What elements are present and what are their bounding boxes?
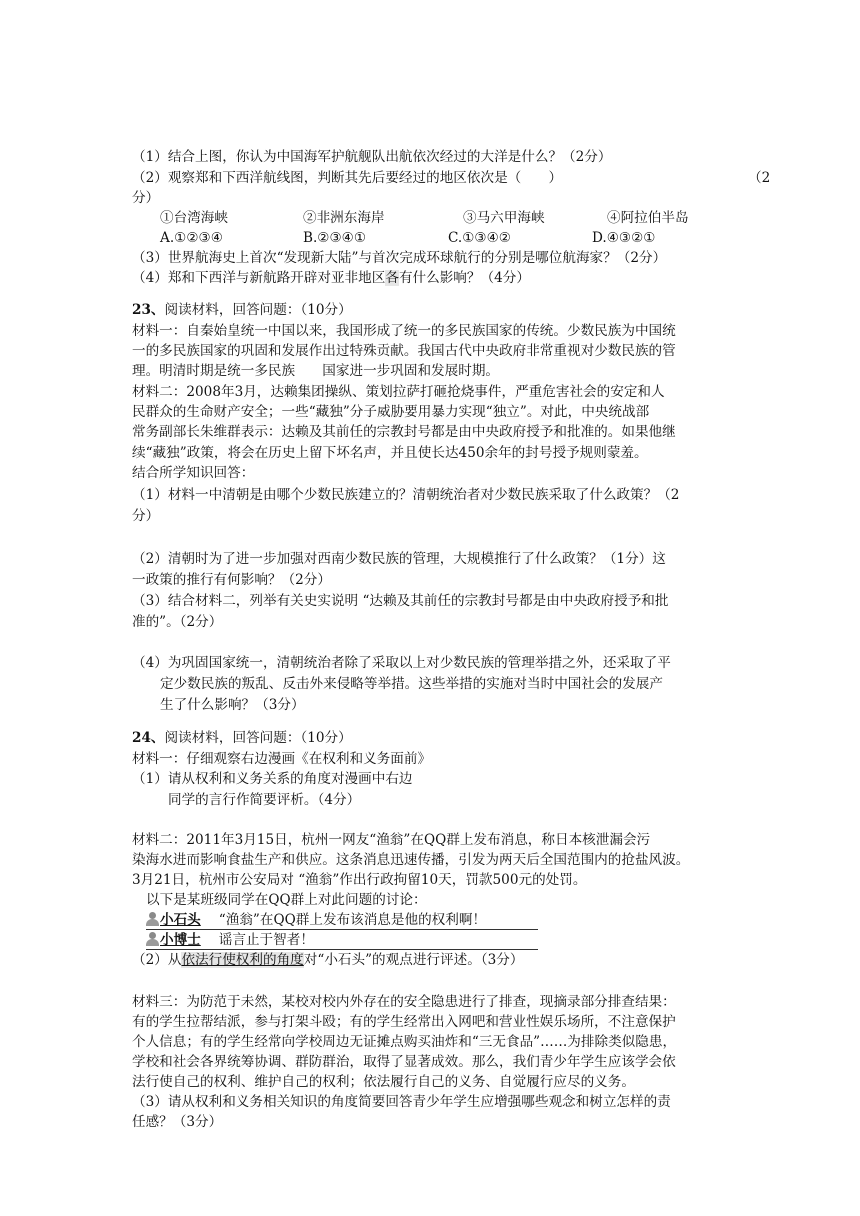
q24-item3-line1: （3）请从权利和义务相关知识的角度简要回答青少年学生应增强哪些观念和树立怎样的责 [132,1094,671,1110]
q22-option-d: D.④③②① [592,230,656,246]
chat-text: “渔翁”在QQ群上发布该消息是他的权利啊！ [218,912,487,928]
q22-place-4: ④阿拉伯半岛 [607,210,689,226]
q22-item2: （2）观察郑和下西洋航线图，判断其先后要经过的地区依次是（ ） [132,170,563,186]
q22-item1: （1）结合上图，你认为中国海军护航舰队出航依次经过的大洋是什么？（2分） [132,149,612,165]
user-avatar-icon [146,912,159,926]
q23-material2-line3: 常务副部长朱维群表示：达赖及其前任的宗教封号都是由中央政府授予和批准的。如果他继 [132,424,676,440]
q23-item4-line2: 定少数民族的叛乱、反击外来侵略等举措。这些举措的实施对当时中国社会的发展产 [160,676,663,692]
q23-material1-line2: 一的多民族国家的巩固和发展作出过特殊贡献。我国古代中央政府非常重视对少数民族的管 [132,343,676,359]
q23-item1-line1: （1）材料一中清朝是由哪个少数民族建立的？清朝统治者对少数民族采取了什么政策？（2 [132,487,680,503]
q23-item3-line1: （3）结合材料二，列举有关史实说明 “达赖及其前任的宗教封号都是由中央政府授予和批 [132,593,669,609]
q24-discussion-intro: 以下是某班级同学在QQ群上对此问题的讨论： [146,892,427,908]
chat-username: 小博士 [160,932,201,948]
q24-item2: （2）从依法行使权利的角度对“小石头”的观点进行评述。（3分） [132,952,524,968]
q23-item1-line2: 分） [132,508,160,524]
q24-material2-line1: 材料二：2011年3月15日，杭州一网友“渔翁”在QQ群上发布消息，称日本核泄漏会污 [132,832,651,848]
q22-option-c: C.①③④② [448,230,511,246]
q23-material1-line3: 理。明清时期是统一多民族 国家进一步巩固和发展时期。 [132,363,500,379]
q22-option-b: B.②③④① [303,230,367,246]
q23-item3-line2: 准的”。（2分） [132,614,223,630]
q23-material2-line4: 续“藏独”政策，将会在历史上留下坏名声，并且使长达450余年的封号授予规则蒙羞。 [132,445,648,461]
q24-material3-line2: 有的学生拉帮结派，参与打架斗殴；有的学生经常出入网吧和营业性娱乐场所，不注意保护 [132,1014,676,1030]
q24-item3-line2: 任感？（3分） [132,1114,223,1130]
user-avatar-icon [146,932,159,946]
q22-item4: （4）郑和下西洋与新航路开辟对亚非地区各有什么影响？（4分） [132,270,530,286]
q24-item1-line1: （1）请从权利和义务关系的角度对漫画中右边 [132,771,413,787]
q23-material1-line1: 材料一：自秦始皇统一中国以来，我国形成了统一的多民族国家的传统。少数民族为中国统 [132,323,676,339]
q22-place-1: ①台湾海峡 [160,210,228,226]
q23-item2-line1: （2）清朝时为了进一步加强对西南少数民族的管理，大规模推行了什么政策？（1分）这 [132,551,666,567]
q23-item4-line1: （4）为巩固国家统一，清朝统治者除了采取以上对少数民族的管理举措之外，还采取了平 [132,655,671,671]
q24-material2-line3: 3月21日，杭州市公安局对 “渔翁”作出行政拘留10天，罚款500元的处罚。 [132,872,587,888]
q24-material3-line5: 法行使自己的权利、维护自己的权利；依法履行自己的义务、自觉履行应尽的义务。 [132,1074,635,1090]
q23-item2-line2: 一政策的推行有何影响？（2分） [132,572,331,588]
q22-item3: （3）世界航海史上首次“发现新大陆”与首次完成环球航行的分别是哪位航海家？（2分） [132,250,667,266]
chat-message [146,930,314,950]
q22-item2-score: （2 [748,170,771,186]
q24-material2-line2: 染海水进而影响食盐生产和供应。这条消息迅速传播，引发为两天后全国范围内的抢盐风波。 [132,852,690,868]
q22-item2-score-cont: 分） [132,190,160,206]
q23-heading: 23、阅读材料，回答问题：（10分） [132,302,352,318]
q24-material1: 材料一：仔细观察右边漫画《在权利和义务面前》 [132,751,432,767]
q22-item4-highlight: 各 [385,270,399,286]
q24-heading: 24、阅读材料，回答问题：（10分） [132,730,352,746]
q23-item4-line3: 生了什么影响？（3分） [160,697,305,713]
q24-item1-line2: 同学的言行作简要评析。（4分） [168,792,361,808]
chat-message [146,910,486,930]
q22-place-2: ②非洲东海岸 [303,210,385,226]
chat-text: 谣言止于智者！ [218,932,314,948]
q23-material2-line2: 民群众的生命财产安全；一些“藏独”分子威胁要用暴力实现“独立”。对此，中央统战部 [132,404,650,420]
q23-intro: 结合所学知识回答： [132,465,255,481]
q24-material3-line1: 材料三：为防范于未然，某校对校内外存在的安全隐患进行了排查，现摘录部分排查结果： [132,994,676,1010]
q24-item2-underlined: 依法行使权利的角度 [181,952,304,968]
q22-place-3: ③马六甲海峡 [463,210,545,226]
q24-material3-line4: 学校和社会各界统筹协调、群防群治，取得了显著成效。那么，我们青少年学生应该学会依 [132,1054,676,1070]
chat-username: 小石头 [160,912,201,928]
q23-material2-line1: 材料二：2008年3月，达赖集团操纵、策划拉萨打砸抢烧事件，严重危害社会的安定和人 [132,384,665,400]
q24-material3-line3: 个人信息；有的学生经常向学校周边无证摊点购买油炸和“三无食品”……为排除类似隐患， [132,1034,677,1050]
q22-option-a: A.①②③④ [160,230,223,246]
